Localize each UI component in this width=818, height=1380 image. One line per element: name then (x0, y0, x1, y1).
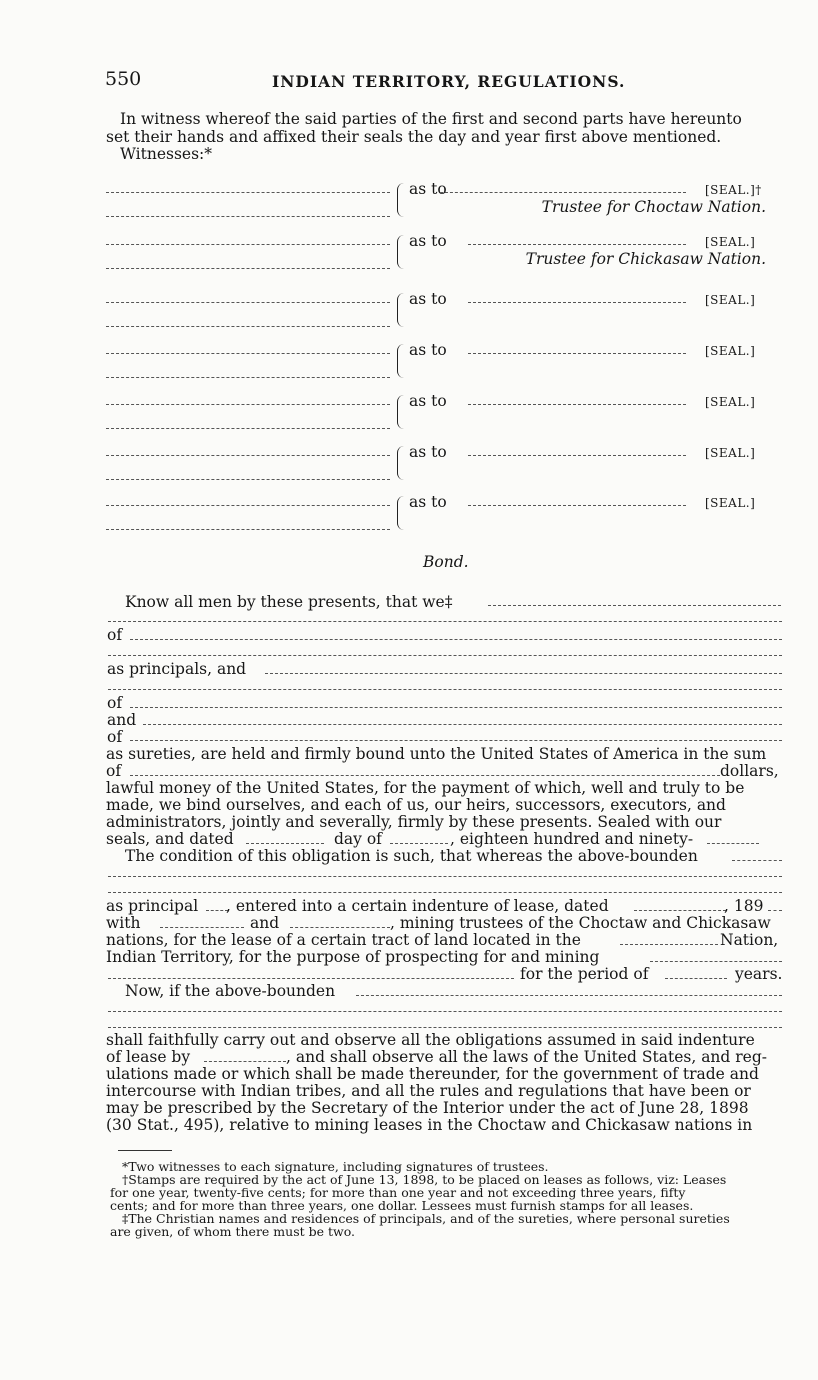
as-to-label: as to (409, 290, 447, 308)
blank-line (390, 843, 448, 844)
blank-line (204, 1061, 286, 1062)
witness-line (106, 302, 390, 303)
blank-line (732, 860, 782, 861)
blank-line (665, 978, 727, 979)
signature-line (468, 505, 686, 506)
bond-c3a: nations, for the lease of a certain tract of land located in the (106, 931, 581, 949)
footnote-3b: are given, of whom there must be two. (110, 1224, 355, 1239)
witness-line (106, 505, 390, 506)
bond-c5a: for the period of (520, 965, 649, 983)
bond-p2-of: of (106, 762, 122, 780)
blank-line (265, 673, 782, 674)
as-to-label: as to (409, 493, 447, 511)
intro-line-1: In witness whereof the said parties of the first and second parts have hereunto (120, 110, 742, 128)
witness-line (106, 529, 390, 530)
signature-line (468, 404, 686, 405)
blank-line (108, 978, 514, 979)
bond-p4: made, we bind ourselves, and each of us, our heirs, successors, executors, and (106, 796, 726, 814)
blank-line (290, 927, 390, 928)
blank-line (108, 876, 782, 877)
bond-c2a: with (106, 914, 141, 932)
blank-line (108, 621, 782, 622)
bond-c2c: , mining trustees of the Choctaw and Chickasaw (390, 914, 771, 932)
bond-c4: Indian Territory, for the purpose of prospecting for and mining (106, 948, 600, 966)
bond-p5: administrators, jointly and severally, firmly by these presents. Sealed with our (106, 813, 722, 831)
brace (397, 395, 404, 429)
as-to-label: as to (409, 443, 447, 461)
footnote-2a: †Stamps are required by the act of June 13, 1898, to be placed on leases as follows, viz: Leases (122, 1172, 727, 1187)
witness-line (106, 216, 390, 217)
witness-line (106, 455, 390, 456)
intro-line-2: set their hands and affixed their seals the day and year first above mentioned. (106, 128, 722, 146)
blank-line (108, 1011, 782, 1012)
bond-p6a: seals, and dated (106, 830, 234, 848)
blank-line (768, 910, 782, 911)
blank-line (143, 724, 782, 725)
trustee-role: Trustee for Chickasaw Nation. (525, 250, 766, 268)
bond-d2b: , and shall observe all the laws of the United States, and reg- (286, 1048, 768, 1066)
brace (397, 235, 404, 269)
bond-c3b: Nation, (720, 931, 779, 949)
blank-line (108, 892, 782, 893)
bond-c2b: and (250, 914, 280, 932)
witness-line (106, 377, 390, 378)
seal-label: [SEAL.] (705, 395, 756, 409)
blank-line (130, 775, 720, 776)
as-to-label: as to (409, 392, 447, 410)
signature-line (468, 353, 686, 354)
blank-line (108, 689, 782, 690)
as-to-label: as to (409, 232, 447, 250)
blank-line (246, 843, 324, 844)
footnote-1: *Two witnesses to each signature, including signatures of trustees. (122, 1159, 549, 1174)
bond-c1c: , 189 (724, 897, 764, 915)
bond-p6b: day of (334, 830, 382, 848)
witness-line (106, 244, 390, 245)
blank-line (634, 910, 726, 911)
bond-now: Now, if the above-bounden (125, 982, 336, 1000)
blank-line (130, 639, 782, 640)
seal-label: [SEAL.] (705, 235, 756, 249)
footnote-3a: ‡The Christian names and residences of principals, and of the sureties, where personal sureties (122, 1211, 730, 1226)
blank-line (488, 605, 781, 606)
blank-line (650, 961, 782, 962)
as-to-label: as to (409, 341, 447, 359)
blank-line (108, 1027, 782, 1028)
bond-of-1: of (107, 626, 123, 644)
running-title: INDIAN TERRITORY, REGULATIONS. (272, 72, 626, 91)
seal-label: [SEAL.]† (705, 183, 762, 197)
bond-condition: The condition of this obligation is such, that whereas the above-bounden (125, 847, 698, 865)
blank-line (206, 910, 228, 911)
brace (397, 293, 404, 327)
bond-c5b: years. (735, 965, 783, 983)
bond-p6c: , eighteen hundred and ninety- (450, 830, 694, 848)
brace (397, 446, 404, 480)
bond-p1: as sureties, are held and firmly bound unto the United States of America in the sum (106, 745, 767, 763)
signature-line (468, 302, 686, 303)
bond-of-3: of (107, 728, 123, 746)
bond-p2-dollars: dollars, (720, 762, 779, 780)
bond-d3: ulations made or which shall be made thereunder, for the government of trade and (106, 1065, 759, 1083)
trustee-role: Trustee for Choctaw Nation. (541, 198, 766, 216)
seal-label: [SEAL.] (705, 293, 756, 307)
bond-c1b: , entered into a certain indenture of lease, dated (226, 897, 609, 915)
bond-d4: intercourse with Indian tribes, and all the rules and regulations that have been or (106, 1082, 751, 1100)
seal-label: [SEAL.] (705, 496, 756, 510)
blank-line (707, 843, 759, 844)
seal-label: [SEAL.] (705, 446, 756, 460)
blank-line (130, 740, 782, 741)
brace (397, 183, 404, 217)
bond-d1: shall faithfully carry out and observe all the obligations assumed in said indenture (106, 1031, 755, 1049)
witness-line (106, 479, 390, 480)
bond-and: and (107, 711, 137, 729)
signature-line (468, 455, 686, 456)
bond-principals: as principals, and (107, 660, 247, 678)
bond-of-2: of (107, 694, 123, 712)
footnote-2b: for one year, twenty-five cents; for more than one year and not exceeding three years, fifty (110, 1185, 686, 1200)
blank-line (356, 995, 782, 996)
witness-line (106, 428, 390, 429)
bond-title: Bond. (423, 553, 469, 571)
signature-line (468, 244, 686, 245)
blank-line (620, 944, 718, 945)
bond-d5: may be prescribed by the Secretary of the Interior under the act of June 28, 1898 (106, 1099, 749, 1117)
seal-label: [SEAL.] (705, 344, 756, 358)
witness-line (106, 404, 390, 405)
bond-p3: lawful money of the United States, for the payment of which, well and truly to be (106, 779, 745, 797)
bond-d2a: of lease by (106, 1048, 191, 1066)
witness-line (106, 353, 390, 354)
blank-line (130, 707, 782, 708)
bond-c1a: as principal (106, 897, 199, 915)
as-to-label: as to (409, 180, 447, 198)
footnote-2c: cents; and for more than three years, one dollar. Lessees must furnish stamps for all leases. (110, 1198, 694, 1213)
bond-d6: (30 Stat., 495), relative to mining leases in the Choctaw and Chickasaw nations in (106, 1116, 753, 1134)
blank-line (108, 655, 782, 656)
witnesses-label: Witnesses:* (120, 145, 213, 163)
brace (397, 344, 404, 378)
witness-line (106, 326, 390, 327)
brace (397, 496, 404, 530)
bond-know-all: Know all men by these presents, that we‡ (125, 593, 453, 611)
footnote-separator (118, 1150, 172, 1151)
signature-line (440, 192, 686, 193)
blank-line (160, 927, 244, 928)
witness-line (106, 268, 390, 269)
witness-line (106, 192, 390, 193)
page-number: 550 (105, 68, 142, 90)
